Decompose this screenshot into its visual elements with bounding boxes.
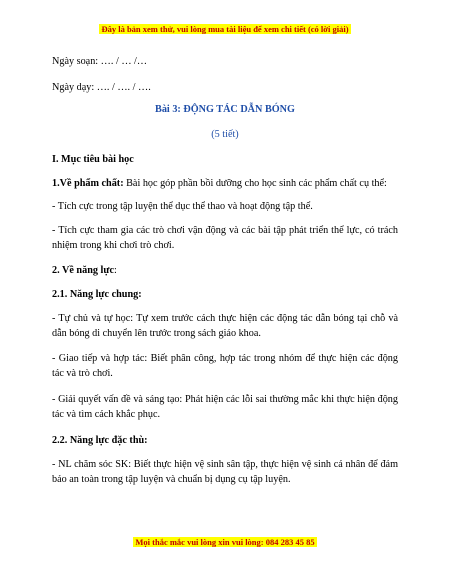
contact-text: Mọi thắc mắc vui lòng xin vui lòng: 084 283 45 85	[135, 537, 315, 547]
lesson-periods: (5 tiết)	[211, 129, 239, 140]
competency-colon: :	[113, 265, 117, 276]
lesson-title: Bài 3: ĐỘNG TÁC DẪN BÓNG	[155, 104, 295, 115]
date-taught: Ngày dạy: …. / …. / ….	[52, 82, 151, 93]
general-competency-heading: 2.1. Năng lực chung:	[52, 289, 142, 300]
general-item-3: - Giải quyết vấn đề và sáng tạo: Phát hiện các lỗi sai thường mắc khi thực hiện động tác và tìm cách khắc phục.	[52, 394, 398, 420]
preview-notice-text: Đây là bản xem thử, vui lòng mua tài liệu để xem chi tiết (có lời giải)	[101, 24, 349, 34]
qualities-text: Bài học góp phần bồi dưỡng cho học sinh các phẩm chất cụ thể:	[123, 178, 387, 189]
qualities-item-2: - Tích cực tham gia các trò chơi vận động và các bài tập phát triển thể lực, có trách nhiệm trong khi chơi trò chơi.	[52, 225, 398, 251]
specific-competency-heading: 2.2. Năng lực đặc thù:	[52, 435, 148, 446]
section-heading-objectives: I. Mục tiêu bài học	[52, 154, 134, 165]
competency-label: 2. Về năng lực	[52, 265, 114, 276]
general-item-1: - Tự chủ và tự học: Tự xem trước cách thực hiện các động tác dẫn bóng tại chỗ và dẫn bóng di chuyển lên trước trong sách giáo khoa.	[52, 313, 398, 339]
specific-item-1: - NL chăm sóc SK: Biết thực hiện vệ sinh sân tập, thực hiện vệ sinh cá nhân để đảm bảo an toàn trong tập luyện và chuẩn bị dụng cụ tập luyện.	[52, 459, 398, 485]
preview-notice-banner	[0, 24, 450, 34]
general-item-2: - Giao tiếp và hợp tác: Biết phân công, hợp tác trong nhóm để thực hiện các động tác và trò chơi.	[52, 353, 398, 379]
qualities-item-1: - Tích cực trong tập luyện thể dục thể thao và hoạt động tập thể.	[52, 201, 313, 212]
contact-banner	[0, 537, 450, 547]
qualities-paragraph	[52, 176, 398, 191]
competency-heading	[52, 263, 398, 278]
date-prepared: Ngày soạn: …. / … /…	[52, 56, 148, 67]
qualities-label: 1.Về phẩm chất:	[52, 178, 124, 189]
